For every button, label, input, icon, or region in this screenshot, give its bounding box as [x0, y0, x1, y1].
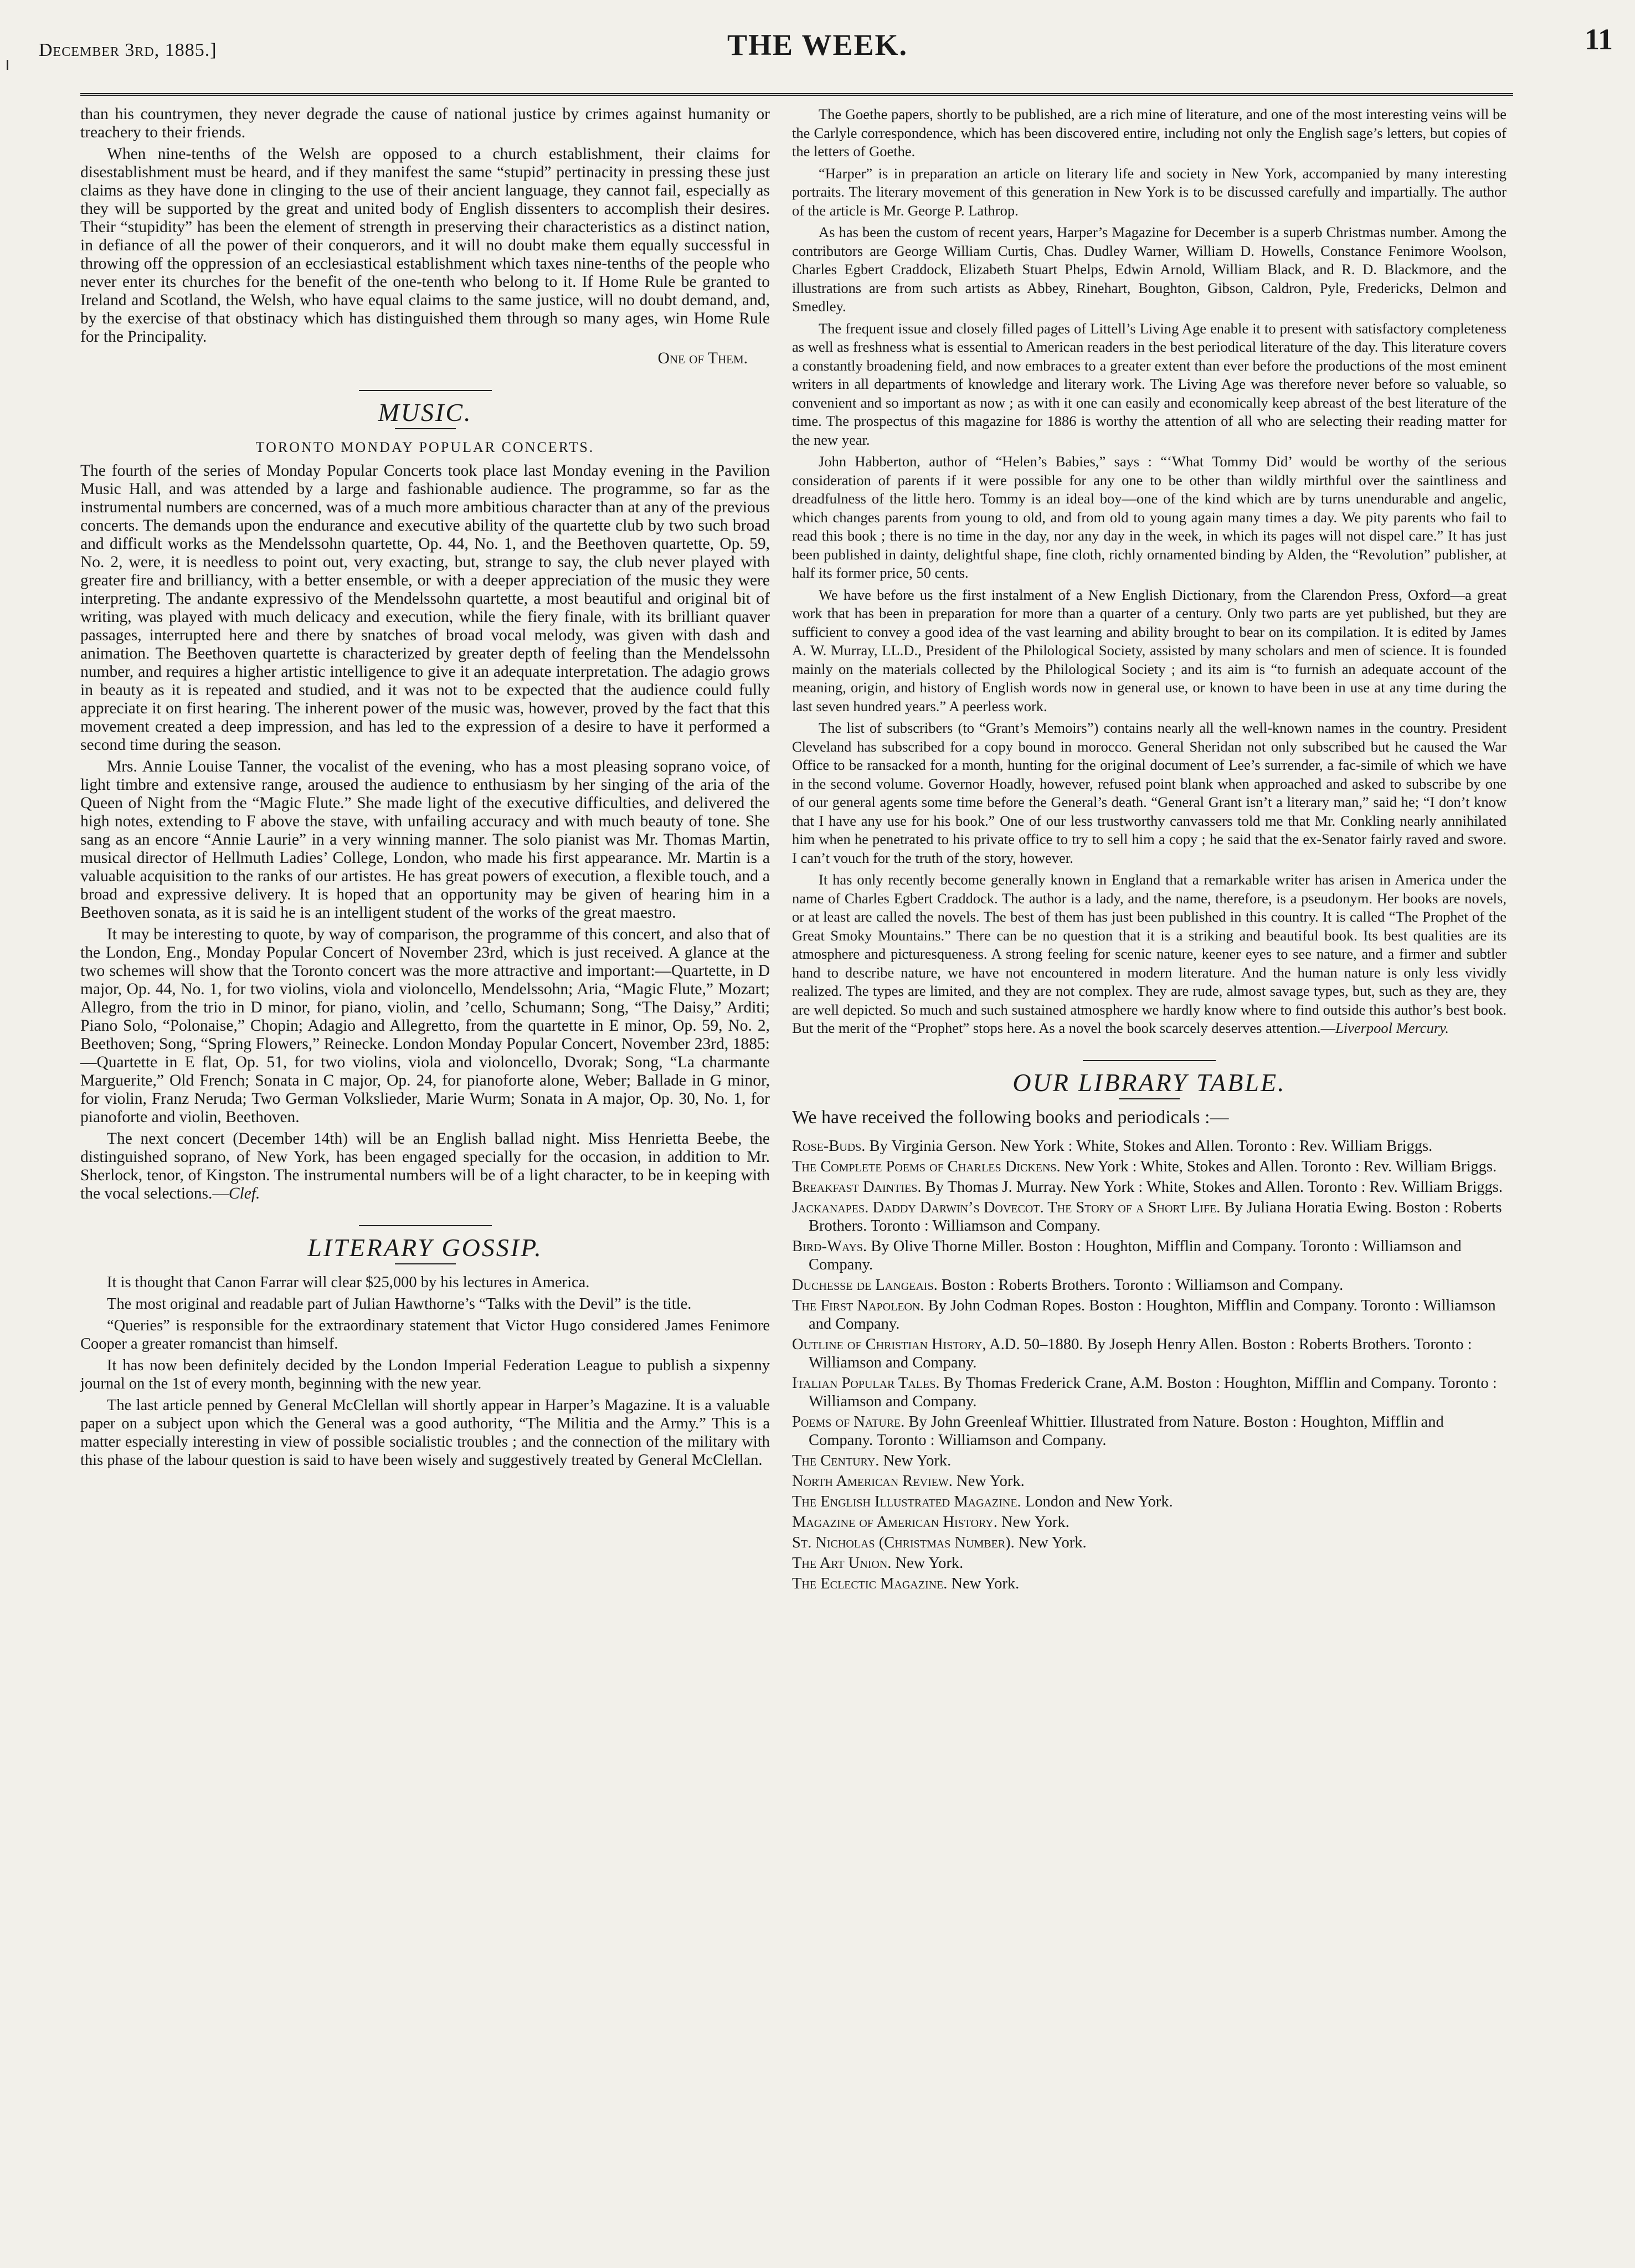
library-entry: [792, 1137, 1507, 1155]
library-entry: [792, 1199, 1507, 1235]
library-entry: [792, 1472, 1507, 1490]
library-list: [792, 1137, 1507, 1593]
library-entry: [792, 1237, 1507, 1274]
note-paragraph: The frequent issue and closely filled pages of Littell’s Living Age enable it to present with satisfactory completeness as well as freshness what is essential to American readers in the best periodical literature of the day. This literature covers a constantly broadening field, and now embraces to a greater extent than ever before the productions of the most eminent writers in all departments of knowledge and literary work. The Living Age was therefore never before so valuable, so convenient and so important as now ; as with it one can easily and economically keep abreast of the best literature of the time. The prospectus of this magazine for 1886 is worthy the attention of all who are selecting their reading matter for the new year.: [792, 320, 1507, 448]
library-entry-title: The English Illustrated Magazine.: [792, 1493, 1021, 1510]
note-paragraph: John Habberton, author of “Helen’s Babies,” says : “‘What Tommy Did’ would be worthy of the serious consideration of parents if it were possible for any one to be other than wildly mirthful over the saintliness and dreadfulness of the little hero. Tommy is an ideal boy—one of the kind which are by turns unendurable and angelic, which changes parents from young to old, and from old to young again many times a day. We pity parents who fail to read this book ; there is no time in the day, nor any day in the week, in which its pages will not dispel care.” It has just been published in dainty, delightful shape, fine cloth, richly ornamented binding by Alden, the “Revolution” publisher, at half its former price, 50 cents.: [792, 453, 1507, 581]
library-entry-details: By Thomas J. Murray. New York : White, Stokes and Allen. Toronto : Rev. William Briggs.: [925, 1178, 1503, 1196]
note-paragraph: The list of subscribers (to “Grant’s Memoirs”) contains nearly all the well-known names in the country. President Cleveland has subscribed for a copy bound in morocco. General Sheridan not only subscribed but he caused the War Office to be ransacked for a month, hunting for the original document of Lee’s surrender, a fac-simile of which we have in the second volume. Governor Hoadly, however, refused point blank when approached and asked to subscribe by one of our general agents some time before the General’s death. “General Grant isn’t a literary man,” said he; “I don’t know that I have any use for his book.” One of our less trustworthy canvassers told me that Mr. Conkling nearly annihilated him when he penetrated to his private office to try to sell him a copy ; he said that the ex-Senator fairly raved and swore. I can’t vouch for the truth of the story, however.: [792, 719, 1507, 866]
library-entry-title: The Complete Poems of Charles Dickens.: [792, 1158, 1061, 1175]
library-entry-title: St. Nicholas (Christmas Number).: [792, 1534, 1015, 1551]
library-entry: [792, 1374, 1507, 1411]
header-rule: [80, 93, 1513, 96]
library-entry-title: North American Review.: [792, 1472, 953, 1490]
section-divider: [1083, 1060, 1216, 1061]
library-entry-details: New York.: [1001, 1513, 1070, 1531]
library-entry: [792, 1575, 1507, 1593]
library-entry-title: Rose-Buds.: [792, 1137, 866, 1155]
music-paragraph-text: The next concert (December 14th) will be an English ballad night. Miss Henrietta Beebe, the distinguished soprano, of New York, has been engaged specially for the occasion, in addition to Mr. Sherlock, tenor, of Kingston. The instrumental numbers will be of a light character, to be in keeping with the vocal selections.—: [80, 1130, 770, 1202]
library-intro: We have received the following books and periodicals :—: [792, 1107, 1229, 1128]
library-entry: [792, 1178, 1507, 1196]
library-entry-title: Poems of Nature.: [792, 1413, 905, 1431]
library-entry-details: By John Greenleaf Whittier. Illustrated from Nature. Boston : Houghton, Mifflin and Company. Toronto : Williamson and Company.: [809, 1413, 1444, 1449]
letter-paragraph: When nine-tenths of the Welsh are opposed to a church establishment, their claims for disestablishment must be heard, and if they manifest the same “stupid” pertinacity in pressing these just claims as they have done in clinging to the use of their ancient language, they cannot fail, especially as they will be supported by the great and united body of English dissenters to accomplish their desires. Their “stupidity” has been the element of strength in preserving their characteristics as a distinct nation, in defiance of all the power of their conquerors, and it will no doubt make them equally successful in throwing off the oppression of an ecclesiastical establishment which taxes nine-tenths of the people who never enter its churches for the benefit of the one-tenth who belong to it. If Home Rule be granted to Ireland and Scotland, the Welsh, who have equal claims to the same justice, will no doubt demand, and, by the exercise of that obstinacy which has distinguished them through so many ages, win Home Rule for the Principality.: [80, 145, 770, 346]
note-paragraph: The Goethe papers, shortly to be published, are a rich mine of literature, and one of the most interesting veins will be the Carlyle correspondence, which has been discovered entire, including not only the English sage’s letters, but copies of the letters of Goethe.: [792, 106, 1507, 160]
library-entry-details: New York.: [956, 1472, 1025, 1490]
music-subheading: TORONTO MONDAY POPULAR CONCERTS.: [255, 439, 595, 455]
library-entry-details: New York.: [1018, 1534, 1087, 1551]
right-column: [792, 105, 1507, 1595]
library-entry-title: The Eclectic Magazine.: [792, 1575, 948, 1592]
library-entry-details: New York.: [951, 1575, 1020, 1592]
library-entry-title: Magazine of American History.: [792, 1513, 998, 1531]
library-entry-details: New York.: [883, 1452, 952, 1469]
note-paragraph: “Harper” is in preparation an article on literary life and society in New York, accompanied by many interesting portraits. The literary movement of this generation in New York is to be discussed carefully and impartially. The author of the article is Mr. George P. Lathrop.: [792, 164, 1507, 219]
library-entry-details: London and New York.: [1025, 1493, 1173, 1510]
masthead-title: THE WEEK.: [727, 28, 908, 61]
gossip-heading: LITERARY GOSSIP.: [307, 1233, 543, 1262]
gossip-item: The last article penned by General McClellan will shortly appear in Harper’s Magazine. It is a valuable paper on a subject upon which the General was a good authority, “The Militia and the Army.” This is a matter especially interesting in view of possible socialistic troubles ; and the connection of the military with this phase of the labour question is said to have been wisely and suggestively treated by General McClellan.: [80, 1397, 770, 1469]
library-entry: [792, 1554, 1507, 1572]
note-paragraph-text: It has only recently become generally known in England that a remarkable writer has arisen in America under the name of Charles Egbert Craddock. The author is a lady, and the name, therefore, is a pseudonym. Her books are novels, or at least are called the novels. The best of them has just been published in this country. It is called “The Prophet of the Great Smoky Mountains.” There can be no question that it is a striking and beautiful book. Its best qualities are its atmosphere and picturesqueness. A strong feeling for scenic nature, keener eyes to see nature, and a firmer and subtler hand to describe nature, we have not encountered in modern literature. And the human nature is only less vividly realized. The types are limited, and they are not complex. They are rude, almost savage types, but, such as they are, they are well depicted. So much and such sustained atmosphere we hardly know where to find outside this author’s best book. But the merit of the “Prophet” stops here. As a novel the book scarcely deserves attention.—: [792, 871, 1507, 1036]
music-paragraph: [80, 1130, 770, 1203]
library-entry: [792, 1452, 1507, 1470]
library-entry-title: Italian Popular Tales.: [792, 1374, 940, 1392]
library-entry: [792, 1276, 1507, 1294]
library-entry: [792, 1534, 1507, 1552]
gossip-item: It is thought that Canon Farrar will clear $25,000 by his lectures in America.: [107, 1274, 590, 1291]
letter-signature: One of Them.: [657, 349, 748, 367]
heading-rule: [395, 428, 456, 429]
library-entry-title: Jackanapes. Daddy Darwin’s Dovecot. The Story of a Short Life.: [792, 1199, 1221, 1216]
library-heading: OUR LIBRARY TABLE.: [1012, 1068, 1286, 1097]
note-paragraph: We have before us the first instalment of a New English Dictionary, from the Clarendon Press, Oxford—a great work that has been in preparation for more than a quarter of a century. Only two parts are yet published, but they are sufficient to convey a good idea of the vast learning and ability brought to bear on its compilation. It is edited by James A. W. Murray, LL.D., President of the Philological Society, assisted by many scholars and men of science. It is founded mainly on the materials collected by the Philological Society ; and its aim is “to furnish an adequate account of the meaning, origin, and history of English words now in general use, or known to have been in use at any time during the last seven hundred years.” A peerless work.: [792, 586, 1507, 714]
library-entry: [792, 1513, 1507, 1531]
library-entry-title: The Century.: [792, 1452, 880, 1469]
gossip-section: [80, 1273, 770, 1469]
note-paragraph: [792, 871, 1507, 1038]
library-entry: [792, 1493, 1507, 1511]
music-paragraph: The fourth of the series of Monday Popular Concerts took place last Monday evening in the Pavilion Music Hall, and was attended by a large and fashionable audience. The programme, so far as the instrumental numbers are concerned, was of a much more ambitious character than at any of the previous concerts. The demands upon the endurance and executive ability of the quartette club by two such broad and difficult works as the Mendelssohn quartette, Op. 44, No. 1, and the Beethoven quartette, Op. 59, No. 2, were, it is needless to point out, very exacting, but, strange to say, the club never played with greater fire and brilliancy, with a better ensemble, or with a deeper appreciation of the music they were interpreting. The andante expressivo of the Mendelssohn quartette, a most beautiful and original bit of writing, was played with much delicacy and execution, while the fiery finale, with its brilliant quaver passages, interrupted here and there by snatches of broad vocal melody, was given with dash and animation. The Beethoven quartette is characterized by greater depth of feeling than the Mendelssohn number, and requires a higher artistic intelligence to give it an adequate interpretation. The adagio grows in beauty as it is repeated and studied, and it was not to be expected that the audience could fully appreciate it on first hearing. The inherent power of the music was, however, proved by the fact that this movement created a deep impression, and has led to the expression of a desire to have it performed a second time during the season.: [80, 462, 770, 754]
gossip-item: “Queries” is responsible for the extraordinary statement that Victor Hugo considered James Fenimore Cooper a greater romancist than himself.: [80, 1317, 770, 1352]
library-entry-details: Boston : Roberts Brothers. Toronto : Williamson and Company.: [941, 1276, 1344, 1294]
music-signature: Clef.: [228, 1185, 260, 1202]
library-entry-title: Bird-Ways.: [792, 1237, 867, 1255]
page-number: 11: [1584, 23, 1613, 56]
heading-rule: [1119, 1098, 1180, 1099]
library-entry-title: Duchesse de Langeais.: [792, 1276, 938, 1294]
library-entry-title: Outline of Christian History, A.D. 50–1880.: [792, 1335, 1083, 1353]
music-paragraph: It may be interesting to quote, by way of comparison, the programme of this concert, and also that of the London, Eng., Monday Popular Concert of November 23rd, which is just received. A glance at the two schemes will show that the Toronto concert was the more attractive and important:—Quartette, in D major, Op. 44, No. 1, for two violins, viola and violoncello, Mendelssohn; Aria, “Magic Flute,” Mozart; Allegro, from the trio in D minor, for piano, violin, and ’cello, Schumann; Song, “The Daisy,” Arditi; Piano Solo, “Polonaise,” Chopin; Adagio and Allegretto, from the quartette in E minor, Op. 59, No. 2, Beethoven; Song, “Spring Flowers,” Reinecke. London Monday Popular Concert, November 23rd, 1885:—Quartette in E flat, Op. 51, for two violins, viola and violoncello, Dvorak; Song, “La charmante Marguerite,” Old French; Sonata in C major, Op. 24, for pianoforte alone, Weber; Ballade in G minor, for violin, Franz Neruda; Two German Volkslieder, Marie Wurm; Sonata in A major, Op. 30, No. 1, for pianoforte and violin, Beethoven.: [80, 925, 770, 1126]
source-credit: Liverpool Mercury.: [1335, 1020, 1449, 1036]
library-entry-title: Breakfast Dainties.: [792, 1178, 922, 1196]
section-divider: [359, 1225, 492, 1226]
music-heading: MUSIC.: [378, 398, 472, 426]
letter-paragraph: than his countrymen, they never degrade the cause of national justice by crimes against humanity or treachery to their friends.: [80, 105, 770, 141]
library-entry: [792, 1158, 1507, 1176]
gossip-item: It has now been definitely decided by the London Imperial Federation League to publish a sixpenny journal on the 1st of every month, beginning with the new year.: [80, 1357, 770, 1392]
library-entry-details: By Virginia Gerson. New York : White, Stokes and Allen. Toronto : Rev. William Briggs.: [869, 1137, 1433, 1155]
library-entry-details: By Olive Thorne Miller. Boston : Houghton, Mifflin and Company. Toronto : Williamson and Company.: [809, 1237, 1462, 1273]
note-paragraph: As has been the custom of recent years, Harper’s Magazine for December is a superb Christmas number. Among the contributors are George William Curtis, Chas. Dudley Warner, William D. Howells, Constance Fenimore Woolson, Charles Egbert Craddock, Elizabeth Stuart Phelps, Edwin Arnold, William Black, and R. D. Blackmore, and the illustrations are from such artists as Abbey, Rinehart, Boughton, Gibson, Caldron, Pyle, Fredericks, Delmon and Smedley.: [792, 224, 1507, 315]
left-column: [80, 105, 770, 1473]
library-entry: [792, 1297, 1507, 1333]
library-entry-details: By Thomas Frederick Crane, A.M. Boston : Houghton, Mifflin and Company. Toronto : Williamson and Company.: [809, 1374, 1497, 1410]
music-paragraph: Mrs. Annie Louise Tanner, the vocalist of the evening, who has a most pleasing soprano voice, of light timbre and extensive range, aroused the audience to enthusiasm by her singing of the aria of the Queen of Night from the “Magic Flute.” She made light of the executive difficulties, and delivered the high notes, extending to F above the stave, with unfailing accuracy and with much beauty of tone. She sang as an encore “Annie Laurie” in a very winning manner. The solo pianist was Mr. Thomas Martin, musical director of Hellmuth Ladies’ College, London, who made his first appearance. Mr. Martin is a valuable acquisition to the ranks of our artistes. He has great powers of execution, a flexible touch, and a broad and expressive delivery. It is hoped that an opportunity may be given of hearing him in a Beethoven sonata, as it is said he is an intelligent student of the works of the great maestro.: [80, 758, 770, 922]
library-entry-details: By Joseph Henry Allen. Boston : Roberts Brothers. Toronto : Williamson and Company.: [809, 1335, 1472, 1371]
library-entry-title: The First Napoleon.: [792, 1297, 924, 1314]
issue-date: December 3rd, 1885.]: [39, 40, 217, 60]
library-entry-details: New York.: [895, 1554, 964, 1572]
library-entry: [792, 1335, 1507, 1372]
gossip-item: The most original and readable part of Julian Hawthorne’s “Talks with the Devil” is the title.: [107, 1295, 692, 1313]
section-divider: [359, 390, 492, 391]
library-entry-details: New York : White, Stokes and Allen. Toronto : Rev. William Briggs.: [1064, 1158, 1497, 1175]
heading-rule: [395, 1263, 456, 1264]
library-entry-title: The Art Union.: [792, 1554, 892, 1572]
library-entry-details: By John Codman Ropes. Boston : Houghton, Mifflin and Company. Toronto : Williamson and Company.: [809, 1297, 1496, 1333]
library-entry: [792, 1413, 1507, 1449]
library-entry-details: By Juliana Horatia Ewing. Boston : Roberts Brothers. Toronto : Williamson and Company.: [809, 1199, 1502, 1235]
